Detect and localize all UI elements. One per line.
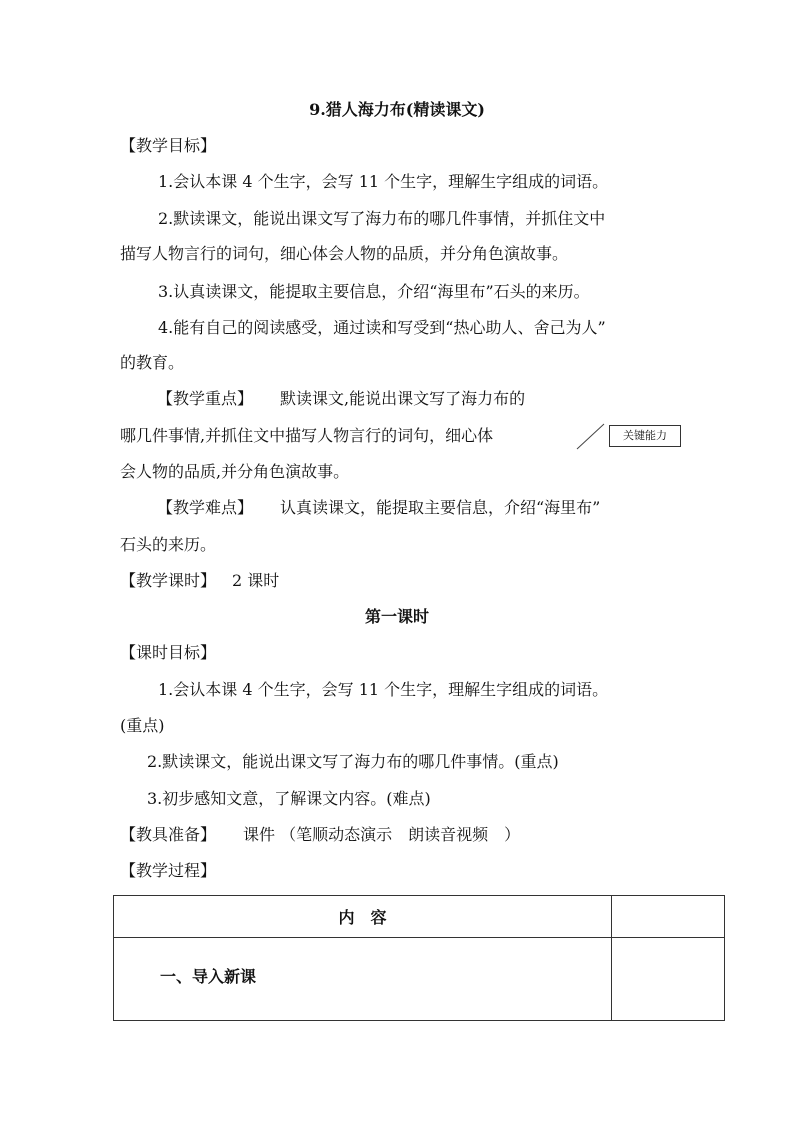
goal-item: 描写人物言行的词句，细心体会人物的品质，并分角色演故事。 [120, 244, 569, 263]
hours-value: 2 课时 [232, 571, 280, 590]
process-table [113, 895, 725, 1021]
goal-item: 4.能有自己的阅读感受，通过读和写受到“热心助人、舍己为人” [158, 318, 606, 337]
callout-leader-line [575, 420, 605, 450]
materials-value: 课件 （笔顺动态演示 朗读音视频 ） [243, 825, 521, 844]
materials-heading: 【教具准备】 [120, 825, 217, 844]
key-points-line: 会人物的品质,并分角色演故事。 [120, 462, 350, 481]
lesson-title: 第一课时 [364, 607, 429, 626]
goal-item: 1.会认本课 4 个生字，会写 11 个生字，理解生字组成的词语。 [158, 172, 609, 191]
goal-item: 2.默读课文，能说出课文写了海力布的哪几件事情，并抓住文中 [158, 209, 606, 228]
lesson-goal-item: 3.初步感知文意，了解课文内容。(难点) [147, 789, 431, 808]
table-header-content: 内 容 [114, 896, 612, 938]
process-heading: 【教学过程】 [120, 861, 217, 880]
key-points-line: 哪几件事情,并抓住文中描写人物言行的词句，细心体 [120, 426, 494, 445]
lesson-goal-item: 1.会认本课 4 个生字，会写 11 个生字，理解生字组成的词语。 [158, 680, 609, 699]
hours-heading: 【教学课时】 [120, 571, 217, 590]
goals-heading: 【教学目标】 [120, 136, 217, 155]
key-points-line: 默读课文,能说出课文写了海力布的 [280, 389, 526, 408]
lesson-goals-heading: 【课时目标】 [120, 643, 217, 662]
key-ability-callout: 关键能力 [609, 425, 681, 447]
page-title: 9.猎人海力布(精读课文) [309, 100, 485, 119]
table-cell-side [612, 938, 725, 1021]
difficulties-heading: 【教学难点】 [157, 498, 254, 517]
section-title: 一、导入新课 [160, 967, 257, 986]
goal-item: 3.认真读课文，能提取主要信息，介绍“海里布”石头的来历。 [158, 282, 590, 301]
difficulties-line: 石头的来历。 [120, 535, 217, 554]
table-header-side [612, 896, 725, 938]
table-row [114, 938, 725, 1021]
lesson-goal-item: 2.默读课文，能说出课文写了海力布的哪几件事情。(重点) [147, 752, 559, 771]
difficulties-line: 认真读课文，能提取主要信息，介绍“海里布” [280, 498, 601, 517]
table-cell-content [114, 938, 612, 1021]
lesson-goal-item: (重点) [120, 716, 165, 735]
goal-item: 的教育。 [120, 353, 185, 372]
table-header-row [114, 896, 725, 938]
key-points-heading: 【教学重点】 [157, 389, 254, 408]
